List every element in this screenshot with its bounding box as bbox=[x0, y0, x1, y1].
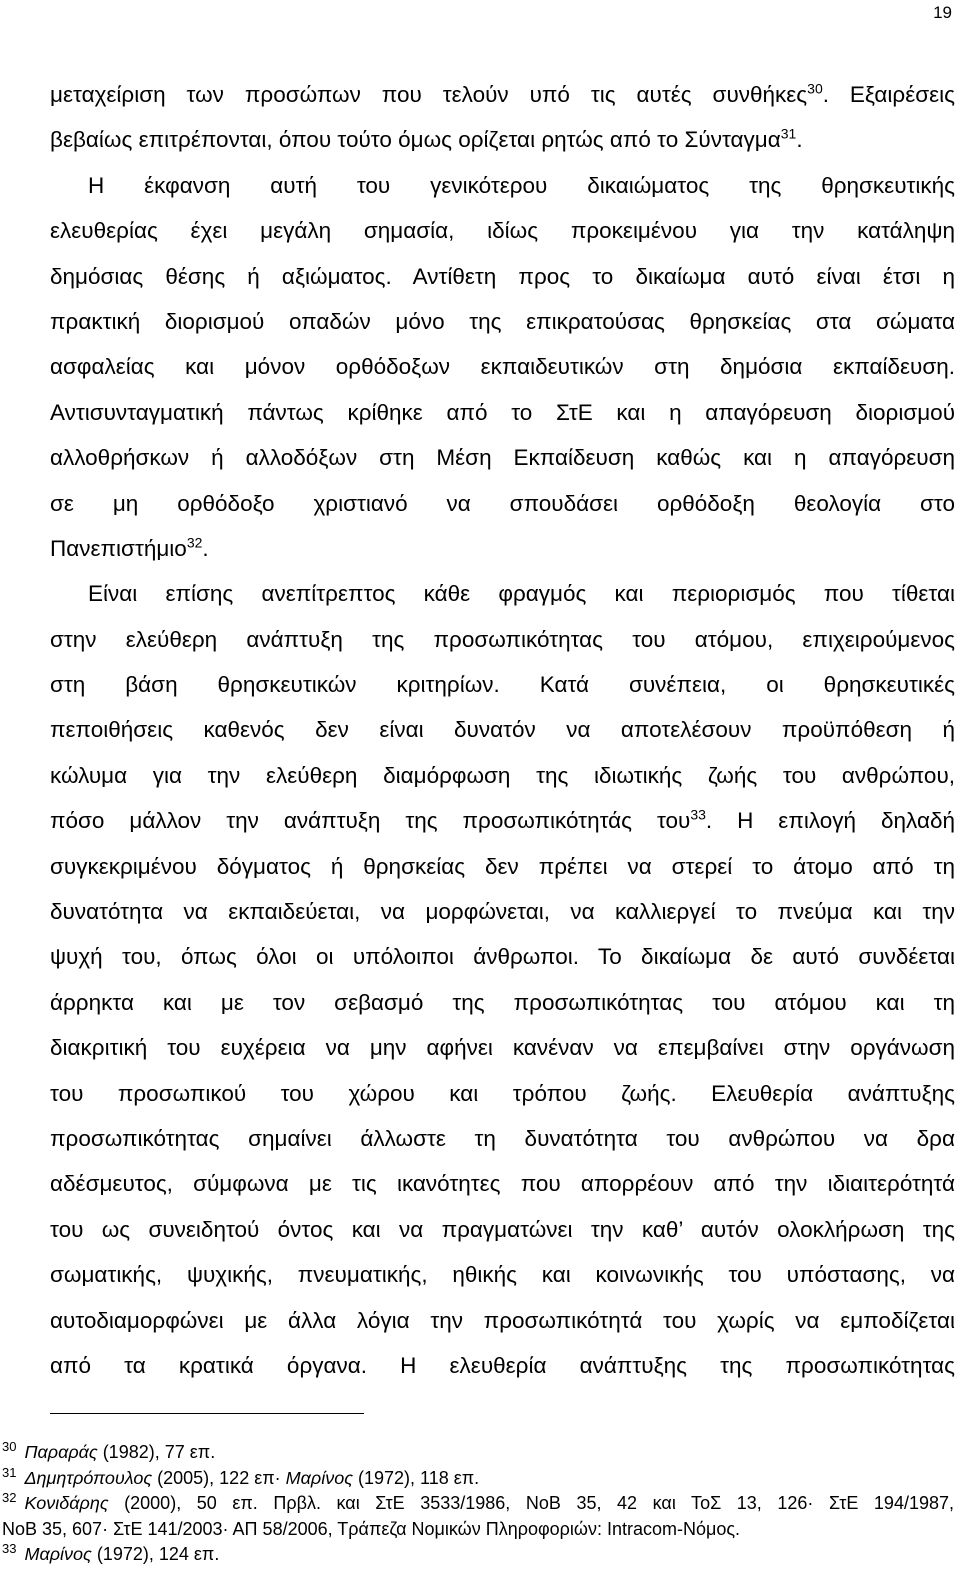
text-line: του ως συνειδητού όντος και να πραγματώνει την καθ’ αυτόν ολοκλήρωση της bbox=[50, 1216, 955, 1242]
footnote-separator bbox=[50, 1413, 364, 1414]
text-line: του προσωπικού του χώρου και τρόπου ζωής. Ελευθερία ανάπτυξης bbox=[50, 1080, 955, 1106]
text-line: στη βάση θρησκευτικών κριτηρίων. Κατά συνέπεια, οι θρησκευτικές bbox=[50, 672, 955, 698]
footnote-number: 32 bbox=[2, 1490, 17, 1506]
text-line: σωματικής, ψυχικής, πνευματικής, ηθικής και κοινωνικής του υπόστασης, να bbox=[50, 1262, 955, 1288]
text-line: διακριτική του ευχέρεια να μην αφήνει κανέναν να επεμβαίνει στην οργάνωση bbox=[50, 1035, 955, 1061]
text-line: άρρηκτα και με τον σεβασμό της προσωπικότητας του ατόμου και τη bbox=[50, 989, 955, 1015]
text-line: από τα κρατικά όργανα. Η ελευθερία ανάπτυξης της προσωπικότητας bbox=[50, 1352, 955, 1378]
page-number: 19 bbox=[933, 3, 952, 22]
footnote-32: $^{32}$ Κονιδάρης (2000), 50 επ. Πρβλ. και ΣτΕ 3533/1986, ΝοΒ 35, 42 και ΤοΣ 13, 126· ΣτΕ 194/1987, bbox=[2, 1490, 954, 1514]
footnote-ref[interactable]: 33 bbox=[690, 806, 706, 823]
footnotes bbox=[2, 1440, 954, 1568]
text-line: Αντισυνταγματική πάντως κρίθηκε από το ΣτΕ και η απαγόρευση διορισμού bbox=[50, 399, 955, 425]
text-line: Πανεπιστήμιο$^{32}$. bbox=[50, 534, 209, 561]
text-line: βεβαίως επιτρέπονται, όπου τούτο όμως ορίζεται ρητώς από το Σύνταγμα$^{31}$. bbox=[50, 125, 803, 153]
text-line: κώλυμα για την ελεύθερη διαμόρφωση της ιδιωτικής ζωής του ανθρώπου, bbox=[50, 762, 955, 788]
footnote-31: $^{31}$ Δημητρόπουλος (2005), 122 επ· Μαρίνος (1972), 118 επ. bbox=[2, 1464, 480, 1488]
text-line: πόσο μάλλον την ανάπτυξη της προσωπικότητάς του$^{33}$. Η επιλογή δηλαδή bbox=[50, 806, 955, 834]
text-line: Η έκφανση αυτή του γενικότερου δικαιώματος της θρησκευτικής bbox=[88, 172, 955, 198]
footnote-number: 33 bbox=[2, 1541, 17, 1557]
text-line: αλλοθρήσκων ή αλλοδόξων στη Μέση Εκπαίδευση καθώς και η απαγόρευση bbox=[50, 445, 955, 471]
text-line: συγκεκριμένου δόγματος ή θρησκείας δεν πρέπει να στερεί το άτομο από τη bbox=[50, 853, 955, 879]
body-text bbox=[50, 72, 955, 1388]
text-line: δυνατότητα να εκπαιδεύεται, να μορφώνεται, να καλλιεργεί το πνεύμα και την bbox=[50, 899, 955, 925]
footnote-ref[interactable]: 32 bbox=[186, 534, 203, 551]
text-line: πρακτική διορισμού οπαδών μόνο της επικρατούσας θρησκείας στα σώματα bbox=[50, 308, 955, 334]
footnote-number: 31 bbox=[2, 1464, 17, 1480]
text-line: ασφαλείας και μόνον ορθόδοξων εκπαιδευτικών στη δημόσια εκπαίδευση. bbox=[50, 354, 955, 380]
text-line: προσωπικότητας σημαίνει άλλωστε τη δυνατότητα του ανθρώπου να δρα bbox=[50, 1125, 955, 1151]
text-line: μεταχείριση των προσώπων που τελούν υπό τις αυτές συνθήκες$^{30}$. Εξαιρέσεις bbox=[50, 80, 955, 107]
footnote-32-continued: ΝοΒ 35, 607· ΣτΕ 141/2003· ΑΠ 58/2006, Τράπεζα Νομικών Πληροφοριών: Intracom-Νόμος. bbox=[2, 1518, 741, 1539]
text-line: ψυχή του, όπως όλοι οι υπόλοιποι άνθρωποι. Το δικαίωμα δε αυτό συνδέεται bbox=[50, 944, 955, 970]
footnote-30: $^{30}$ Παραράς (1982), 77 επ. bbox=[2, 1439, 216, 1462]
text-line: δημόσιας θέσης ή αξιώματος. Αντίθετη προς το δικαίωμα αυτό είναι έτσι η bbox=[50, 263, 955, 289]
text-line: αυτοδιαμορφώνει με άλλα λόγια την προσωπικότητά του χωρίς να εμποδίζεται bbox=[50, 1307, 955, 1333]
text-line: πεποιθήσεις καθενός δεν είναι δυνατόν να αποτελέσουν προϋπόθεση ή bbox=[50, 717, 955, 743]
footnote-33: $^{33}$ Μαρίνος (1972), 124 επ. bbox=[2, 1541, 220, 1565]
footnote-ref[interactable]: 30 bbox=[807, 80, 823, 97]
footnote-number: 30 bbox=[2, 1439, 17, 1454]
text-line: ελευθερίας έχει μεγάλη σημασία, ιδίως προκειμένου για την κατάληψη bbox=[50, 218, 955, 244]
text-line: σε μη ορθόδοξο χριστιανό να σπουδάσει ορθόδοξη θεολογία στο bbox=[50, 490, 955, 516]
text-line: Είναι επίσης ανεπίτρεπτος κάθε φραγμός και περιορισμός που τίθεται bbox=[88, 581, 955, 607]
footnote-ref[interactable]: 31 bbox=[780, 125, 797, 142]
text-line: αδέσμευτος, σύμφωνα με τις ικανότητες που απορρέουν από την ιδιαιτερότητά bbox=[50, 1171, 955, 1197]
text-line: στην ελεύθερη ανάπτυξη της προσωπικότητας του ατόμου, επιχειρούμενος bbox=[50, 626, 955, 652]
